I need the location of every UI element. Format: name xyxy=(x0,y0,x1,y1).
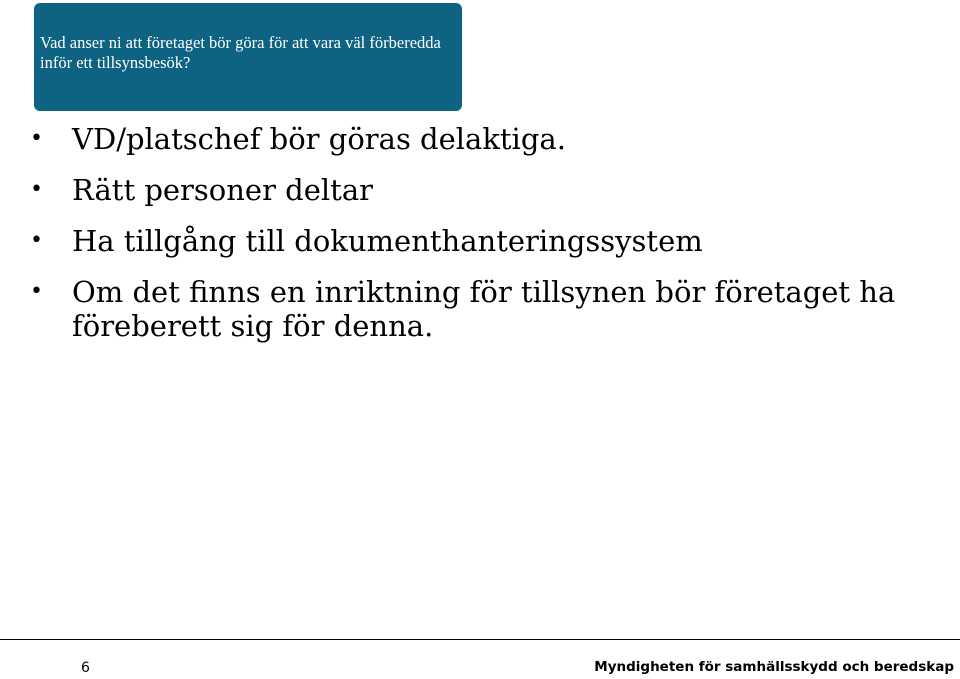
organization-name: Myndigheten för samhällsskydd och beredskap xyxy=(594,659,954,675)
slide-title-box xyxy=(34,3,462,111)
bullet-item xyxy=(30,122,950,156)
bullet-text: VD/platschef bör göras delaktiga. xyxy=(72,122,566,156)
bullet-icon: • xyxy=(30,177,43,202)
bullet-icon: • xyxy=(30,279,43,304)
bullet-text: Rätt personer deltar xyxy=(72,173,373,207)
bullet-icon: • xyxy=(30,228,43,253)
slide-title: Vad anser ni att företaget bör göra för att vara väl förberedda inför ett tillsynsbesök? xyxy=(40,33,441,72)
bullet-item xyxy=(30,173,950,207)
bullet-icon: • xyxy=(30,126,43,151)
bullet-item xyxy=(30,224,950,258)
page-number: 6 xyxy=(81,660,90,676)
footer-divider xyxy=(0,639,960,640)
bullet-item xyxy=(30,275,950,343)
bullet-text: Ha tillgång till dokumenthanteringssystem xyxy=(72,224,703,258)
bullet-list xyxy=(30,122,950,360)
bullet-text: Om det finns en inriktning för tillsynen bör företaget ha föreberett sig för denna. xyxy=(72,275,896,343)
